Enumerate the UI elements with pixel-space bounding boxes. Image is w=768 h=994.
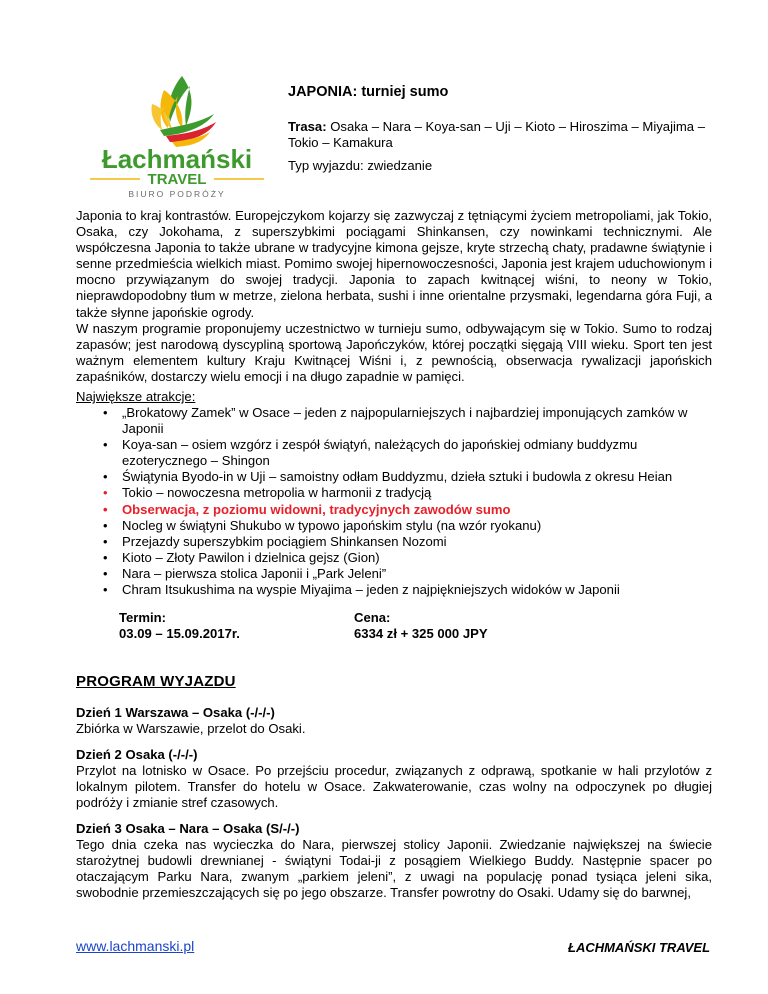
term-block	[119, 610, 240, 642]
program-day	[76, 821, 712, 901]
attractions-list	[76, 405, 716, 598]
website-link[interactable]: www.lachmanski.pl	[76, 938, 195, 954]
intro-paragraph: Japonia to kraj kontrastów. Europejczykom kojarzy się zazwyczaj z tętniącymi życiem metropoliami, jak Tokio, Osaka, czy Jokohama, z superszybkimi pociągami Shinkansen, czy nowinkami technicznymi. Ale współczesna Japonia to także ubrane w tradycyjne kimona gejsze, kryte strzechą chaty, pradawne świątynie i senne przedmieścia wielkich miast. Pomimo swojej hipernowoczesności, Japonia jest krajem uduchowionym i mocno przywiązanym do swojej tradycji. Japonia to zapach kwitnącej wiśni, to neony w Tokio, nieprawdopodobny tłum w metrze, zielona herbata, sushi i inne orientalne przysmaki, legendarna góra Fuji, a także słynne japońskie ogrody. W naszym programie proponujemy uczestnictwo w turnieju sumo, odbywającym się w Tokio. Sumo to rodzaj zapasów; jest narodową dyscypliną sportową Japończyków, której początki sięgają VIII wieku. Sport ten jest ważnym elementem kultury Kraju Kwitnącej Wiśni i, z pewnością, obserwacja rywalizacji japońskich zapaśników, dostarczy wielu emocji i na długo zapadnie w pamięci.	[76, 208, 712, 384]
attraction-item: • Nocleg w świątyni Shukubo w typowo japońskim stylu (na wzór ryokanu)	[76, 518, 716, 534]
day-text: Zbiórka w Warszawie, przelot do Osaki.	[76, 721, 306, 737]
program-day	[76, 705, 712, 737]
logo-brand-text: Łachmański	[101, 144, 253, 174]
attraction-item: • Tokio – nowoczesna metropolia w harmonii z tradycją	[76, 485, 716, 501]
day-text: Przylot na lotnisko w Osace. Po przejściu procedur, związanych z odprawą, spotkanie w hali przylotów z lokalnym pilotem. Transfer do hotelu w Osace. Zakwaterowanie, czas wolny na odpoczynek po długiej podróży i zmianie stref czasowych.	[76, 763, 712, 811]
attraction-item: • Świątynia Byodo-in w Uji – samoistny odłam Buddyzmu, dzieła sztuki i budowla z okresu Heian	[76, 469, 716, 485]
attraction-item: • Kioto – Złoty Pawilon i dzielnica gejsz (Gion)	[76, 550, 716, 566]
attraction-item: • Chram Itsukushima na wyspie Miyajima – jeden z najpiękniejszych widoków w Japonii	[76, 582, 716, 598]
attraction-item: • Nara – pierwsza stolica Japonii i „Park Jeleni”	[76, 566, 716, 582]
attraction-item: • Przejazdy superszybkim pociągiem Shinkansen Nozomi	[76, 534, 716, 550]
footer-brand: ŁACHMAŃSKI TRAVEL	[568, 940, 711, 955]
trip-title: JAPONIA: turniej sumo	[288, 84, 449, 100]
term-label: Termin:	[119, 610, 167, 625]
logo-tagline-text: BIURO PODRÓŻY	[128, 189, 226, 199]
attractions-heading: Największe atrakcje:	[76, 389, 196, 404]
attraction-item: • „Brokatowy Zamek” w Osace – jeden z najpopularniejszych i najbardziej imponujących zamków w Japonii	[76, 405, 716, 437]
price-block	[354, 610, 488, 642]
day-title: Dzień 2 Osaka (-/-/-)	[76, 747, 198, 762]
price-value: 6334 zł + 325 000 JPY	[354, 626, 488, 641]
day-title: Dzień 3 Osaka – Nara – Osaka (S/-/-)	[76, 821, 300, 836]
term-value: 03.09 – 15.09.2017r.	[119, 626, 240, 641]
program-day	[76, 747, 712, 811]
trip-route	[288, 119, 718, 151]
day-title: Dzień 1 Warszawa – Osaka (-/-/-)	[76, 705, 275, 720]
logo-sub-text: TRAVEL	[147, 171, 207, 188]
logo-graphic	[82, 70, 272, 200]
trip-type: Typ wyjazdu: zwiedzanie	[288, 158, 433, 173]
route-text: Osaka – Nara – Koya-san – Uji – Kioto – Hiroszima – Miyajima – Tokio – Kamakura	[288, 119, 705, 150]
company-logo	[82, 70, 272, 200]
price-label: Cena:	[354, 610, 391, 625]
program-heading: PROGRAM WYJAZDU	[76, 673, 236, 690]
attraction-item: • Koya-san – osiem wzgórz i zespół świątyń, należących do japońskiej odmiany buddyzmu ezoterycznego – Shingon	[76, 437, 716, 469]
day-text: Tego dnia czeka nas wycieczka do Nara, pierwszej stolicy Japonii. Zwiedzanie największej na świecie starożytnej budowli drewnianej - świątyni Todai-ji z posągiem Wielkiego Buddy. Następnie spacer po otaczającym Parku Nara, zwanym „parkiem jeleni”, z uwagi na populację ponad tysiąca jeleni sika, swobodnie przemieszczających się po jego obszarze. Transfer powrotny do Osaki. Udamy się do barwnej,	[76, 837, 712, 901]
route-label: Trasa:	[288, 119, 327, 134]
attraction-item-highlight: • Obserwacja, z poziomu widowni, tradycyjnych zawodów sumo	[76, 502, 716, 518]
